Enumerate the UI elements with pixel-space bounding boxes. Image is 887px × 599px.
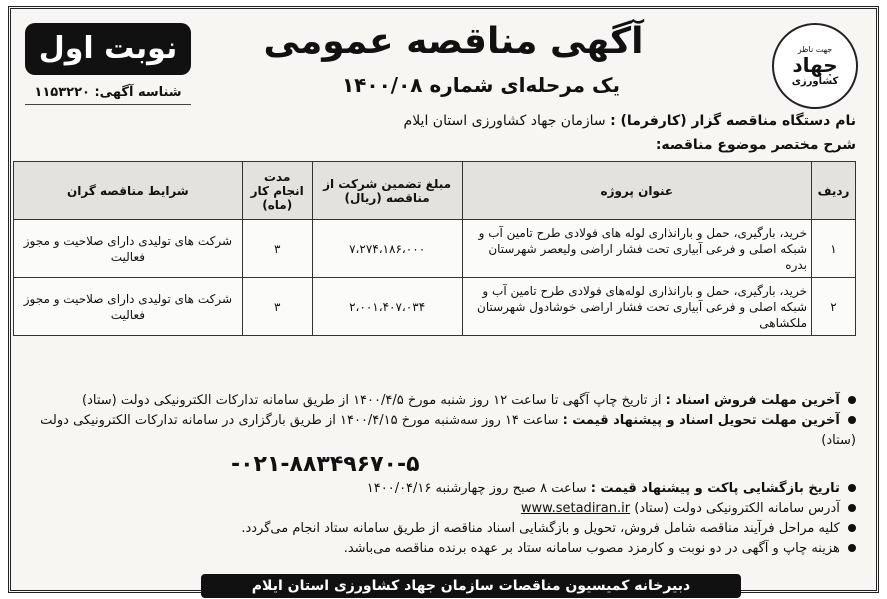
bullet-icon (848, 504, 856, 512)
organizer-value: سازمان جهاد کشاورزی استان ایلام (403, 113, 606, 129)
note-address-label: آدرس سامانه الکترونیکی دولت (ستاد) (634, 501, 840, 516)
notice-title: آگهی مناقصه عمومی (263, 21, 644, 62)
cell-bond: ۷،۲۷۴،۱۸۶،۰۰۰ (312, 220, 462, 278)
bullet-icon (848, 484, 856, 492)
header-duration: مدت انجام کار (ماه) (242, 162, 312, 220)
note-all-stages-text: کلیه مراحل فرآیند مناقصه شامل فروش، تحویل و بازگشایی اسناد مناقصه از طریق سامانه ستاد انجام می‌گردد. (241, 521, 840, 536)
setad-website-link[interactable]: www.setadiran.ir (520, 501, 631, 516)
note-opening-text: ساعت ۸ صبح روز چهارشنبه ۱۴۰۰/۰۴/۱۶ (366, 481, 587, 496)
bullet-icon (848, 416, 856, 424)
logo-line1: جهت ناظر (797, 45, 833, 54)
note-sale-text: از تاریخ چاپ آگهی تا ساعت ۱۲ روز شنبه مورخ ۱۴۰۰/۴/۵ از طریق سامانه تدارکات الکترونیکی دولت (ستاد) (82, 393, 662, 408)
note-delivery-text: ساعت ۱۴ روز سه‌شنبه مورخ ۱۴۰۰/۴/۱۵ از طریق بارگزاری در سامانه تدارکات الکترونیکی دولت (ستاد) (40, 413, 856, 448)
organizer-line (31, 113, 856, 129)
notice-frame (8, 6, 879, 593)
phone-number: -۰۲۱-۸۸۳۴۹۶۷۰-۵ (231, 452, 420, 477)
tenders-table (13, 161, 856, 336)
table-row (14, 278, 856, 336)
cell-conditions: شرکت های تولیدی دارای صلاحیت و مجوز فعالیت (14, 220, 243, 278)
cell-project: خرید، بارگیری، حمل و بارانذاری لوله‌های فولادی طرح تامین آب و شبکه اصلی و فرعی آبیاری تحت فشار اراضی خوشادول شهرستان ملکشاهی (462, 278, 811, 336)
notes-list (31, 391, 856, 559)
note-all-stages (31, 519, 856, 539)
note-delivery (31, 411, 856, 451)
tender-stage-number: یک مرحله‌ای شماره ۱۴۰۰/۰۸ (341, 73, 621, 97)
note-cost (31, 539, 856, 559)
cell-row-number: ۲ (812, 278, 856, 336)
note-delivery-label: آخرین مهلت تحویل اسناد و پیشنهاد قیمت : (562, 413, 840, 428)
header-conditions: شرایط مناقصه گران (14, 162, 243, 220)
bullet-icon (848, 396, 856, 404)
header-row-number: ردیف (812, 162, 856, 220)
header-project: عنوان پروژه (462, 162, 811, 220)
round-badge: نوبت اول (25, 23, 191, 75)
note-sale (31, 391, 856, 411)
note-opening-label: تاریخ بازگشایی پاکت و پیشنهاد قیمت : (590, 481, 840, 496)
cell-project: خرید، بارگیری، حمل و بارانذاری لوله های فولادی طرح تامین آب و شبکه اصلی و فرعی آبیاری تحت فشار اراضی ولیعصر شهرستان بدره (462, 220, 811, 278)
note-address (31, 499, 856, 519)
table-header-row (14, 162, 856, 220)
bullet-icon (848, 524, 856, 532)
note-sale-label: آخرین مهلت فروش اسناد : (665, 393, 840, 408)
cell-conditions: شرکت های تولیدی دارای صلاحیت و مجوز فعالیت (14, 278, 243, 336)
footer-secretariat: دبیرخانه کمیسیون مناقصات سازمان جهاد کشاورزی استان ایلام (201, 574, 741, 598)
table-row (14, 220, 856, 278)
organizer-label: نام دستگاه مناقصه گزار (کارفرما) : (610, 113, 856, 129)
description-heading: شرح مختصر موضوع مناقصه: (655, 137, 856, 153)
note-opening (31, 479, 856, 499)
cell-duration: ۳ (242, 220, 312, 278)
bullet-icon (848, 544, 856, 552)
jahad-logo (772, 23, 858, 109)
logo-line2: جهاد (792, 53, 838, 77)
note-cost-text: هزینه چاپ و آگهی در دو نوبت و کارمزد مصوب سامانه ستاد بر عهده برنده مناقصه می‌باشد. (343, 541, 840, 556)
cell-row-number: ۱ (812, 220, 856, 278)
logo-line3: کشاورزی (791, 76, 839, 87)
ad-id: شناسه آگهی: ۱۱۵۳۲۲۰ (25, 81, 191, 105)
cell-duration: ۳ (242, 278, 312, 336)
header-bond: مبلغ تضمین شرکت از مناقصه (ریال) (312, 162, 462, 220)
cell-bond: ۲،۰۰۱،۴۰۷،۰۳۴ (312, 278, 462, 336)
